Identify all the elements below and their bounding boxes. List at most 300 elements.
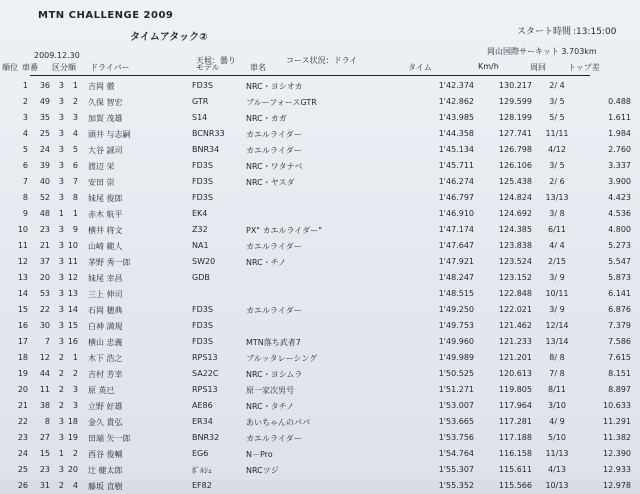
cell-gap: 4.536 xyxy=(608,209,631,218)
cell-time: 1'45.711 xyxy=(438,161,474,170)
cell-class-rank: 14 xyxy=(67,305,78,314)
cell-gap: 4.423 xyxy=(608,193,631,202)
cell-driver: 西谷 俊輔 xyxy=(88,450,123,459)
table-row xyxy=(0,286,640,302)
cell-lap: 13/13 xyxy=(545,193,569,202)
cell-driver: 白神 満規 xyxy=(88,322,123,331)
cell-model: FD3S xyxy=(192,321,213,330)
header-time: タイム xyxy=(408,63,432,72)
cell-lap: 12/14 xyxy=(545,321,569,330)
cell-class: 2 xyxy=(58,401,64,410)
cell-pos: 24 xyxy=(17,449,28,458)
table-row xyxy=(0,430,640,446)
header-driver: ドライバー xyxy=(90,63,130,72)
cell-class-rank: 5 xyxy=(72,145,78,154)
cell-speed: 124.385 xyxy=(498,225,532,234)
start-time-label: スタート時間 xyxy=(517,27,572,37)
header-car: 車名 xyxy=(250,63,266,72)
cell-car-number: 30 xyxy=(39,321,50,330)
cell-car-name: ブルーフォースGTR xyxy=(246,98,317,107)
cell-class: 1 xyxy=(58,209,64,218)
cell-pos: 19 xyxy=(17,369,28,378)
cell-driver: 妹尾 俊郎 xyxy=(88,194,123,203)
cell-lap: 11/11 xyxy=(545,129,569,138)
cell-car-number: 38 xyxy=(39,401,50,410)
cell-driver: 横山 忠義 xyxy=(88,338,123,347)
cell-speed: 117.281 xyxy=(498,417,532,426)
cell-class-rank: 3 xyxy=(72,113,78,122)
cell-lap: 2/ 4 xyxy=(549,81,565,90)
cell-car-number: 23 xyxy=(39,225,50,234)
cell-driver: 木下 浩之 xyxy=(88,354,123,363)
cell-time: 1'55.352 xyxy=(438,481,474,490)
table-row xyxy=(0,318,640,334)
cell-car-name: MTN落ち武者7 xyxy=(246,338,301,347)
cell-car-number: 12 xyxy=(39,353,50,362)
cell-lap: 10/11 xyxy=(545,289,569,298)
cell-speed: 120.613 xyxy=(498,369,532,378)
cell-pos: 22 xyxy=(17,417,28,426)
cell-gap: 0.488 xyxy=(608,97,631,106)
cell-class: 2 xyxy=(58,385,64,394)
table-row xyxy=(0,366,640,382)
table-row xyxy=(0,126,640,142)
cell-car-number: 35 xyxy=(39,113,50,122)
cell-driver: 安田 崇 xyxy=(88,178,115,187)
cell-car-name: NRCツジ xyxy=(246,466,279,475)
cell-speed: 122.848 xyxy=(498,289,532,298)
cell-car-name: カエルライダー xyxy=(246,130,302,139)
cell-pos: 18 xyxy=(17,353,28,362)
table-row xyxy=(0,254,640,270)
cell-lap: 3/ 5 xyxy=(549,97,565,106)
cell-car-number: 23 xyxy=(39,465,50,474)
cell-time: 1'48.515 xyxy=(438,289,474,298)
event-date: 2009.12.30 xyxy=(34,51,80,60)
course-condition: コース状況：ドライ xyxy=(286,56,358,65)
cell-pos: 8 xyxy=(22,193,28,202)
cell-speed: 115.611 xyxy=(498,465,532,474)
cell-class-rank: 1 xyxy=(72,81,78,90)
cell-class: 3 xyxy=(58,193,64,202)
table-row xyxy=(0,190,640,206)
cell-car-number: 15 xyxy=(39,449,50,458)
cell-pos: 12 xyxy=(17,257,28,266)
table-row xyxy=(0,334,640,350)
table-row xyxy=(0,414,640,430)
cell-model: EG6 xyxy=(192,449,209,458)
cell-lap: 3/ 9 xyxy=(549,273,565,282)
cell-lap: 3/10 xyxy=(548,401,566,410)
cell-model: ﾎﾟﾙｼｪ xyxy=(192,466,212,475)
table-row xyxy=(0,462,640,478)
cell-class: 2 xyxy=(58,481,64,490)
table-row xyxy=(0,110,640,126)
cell-car-name: PX" カエルライダー" xyxy=(246,226,322,235)
cell-model: BNR32 xyxy=(192,433,220,442)
event-subtitle: タイムアタック② xyxy=(130,32,208,43)
cell-speed: 130.217 xyxy=(498,81,532,90)
cell-gap: 8.897 xyxy=(608,385,631,394)
cell-driver: 藤坂 直樹 xyxy=(88,482,123,491)
cell-car-number: 27 xyxy=(39,433,50,442)
cell-gap: 10.633 xyxy=(603,401,631,410)
cell-model: FD3S xyxy=(192,161,213,170)
cell-speed: 128.199 xyxy=(498,113,532,122)
cell-time: 1'44.358 xyxy=(438,129,474,138)
cell-gap: 12.390 xyxy=(603,449,631,458)
cell-lap: 6/11 xyxy=(548,225,566,234)
cell-model: FD3S xyxy=(192,81,213,90)
cell-time: 1'49.989 xyxy=(438,353,474,362)
cell-car-number: 36 xyxy=(39,81,50,90)
cell-car-name: NRC・ヨシオカ xyxy=(246,82,303,91)
cell-car-number: 25 xyxy=(39,129,50,138)
cell-lap: 7/ 8 xyxy=(549,369,565,378)
cell-gap: 12.978 xyxy=(603,481,631,490)
cell-model: RPS13 xyxy=(192,385,218,394)
cell-class-rank: 3 xyxy=(72,385,78,394)
cell-class: 3 xyxy=(58,129,64,138)
cell-class-rank: 11 xyxy=(67,257,78,266)
cell-speed: 123.152 xyxy=(498,273,532,282)
cell-pos: 1 xyxy=(22,81,28,90)
cell-model: FD3S xyxy=(192,177,213,186)
cell-driver: 田端 矢一郎 xyxy=(88,434,131,443)
cell-time: 1'47.921 xyxy=(438,257,474,266)
cell-car-name: N－Pro xyxy=(246,450,273,459)
cell-speed: 115.566 xyxy=(498,481,532,490)
cell-model: EK4 xyxy=(192,209,208,218)
cell-lap: 2/15 xyxy=(548,257,566,266)
cell-speed: 121.233 xyxy=(498,337,532,346)
cell-car-name: カエルライダー xyxy=(246,434,302,443)
cell-driver: 三上 伸司 xyxy=(88,290,123,299)
cell-car-name: NRC・ヤスダ xyxy=(246,178,295,187)
cell-model: GDB xyxy=(192,273,210,282)
cell-lap: 10/13 xyxy=(545,481,569,490)
cell-pos: 11 xyxy=(17,241,28,250)
cell-time: 1'45.134 xyxy=(438,145,474,154)
cell-car-number: 49 xyxy=(39,97,50,106)
cell-lap: 4/13 xyxy=(548,465,566,474)
cell-model: FD3S xyxy=(192,305,213,314)
header-model: モデル xyxy=(196,63,220,72)
cell-car-name: NRC・ヨシムラ xyxy=(246,370,303,379)
cell-class: 3 xyxy=(58,257,64,266)
cell-class: 2 xyxy=(58,369,64,378)
header-gap: トップ差 xyxy=(568,63,600,72)
cell-car-number: 21 xyxy=(39,241,50,250)
cell-pos: 20 xyxy=(17,385,28,394)
cell-lap: 8/11 xyxy=(548,385,566,394)
cell-speed: 124.692 xyxy=(498,209,532,218)
cell-driver: 赤木 航平 xyxy=(88,210,123,219)
cell-car-number: 39 xyxy=(39,161,50,170)
cell-car-name: カエルライダー xyxy=(246,146,302,155)
cell-gap: 3.337 xyxy=(608,161,631,170)
cell-gap: 2.760 xyxy=(608,145,631,154)
cell-speed: 124.824 xyxy=(498,193,532,202)
cell-class-rank: 2 xyxy=(72,449,78,458)
cell-model: FD3S xyxy=(192,193,213,202)
cell-class: 3 xyxy=(58,417,64,426)
cell-gap: 11.291 xyxy=(603,417,631,426)
cell-class: 3 xyxy=(58,145,64,154)
cell-class: 3 xyxy=(58,177,64,186)
cell-class: 3 xyxy=(58,81,64,90)
cell-pos: 21 xyxy=(17,401,28,410)
cell-gap: 5.547 xyxy=(608,257,631,266)
cell-class-rank: 1 xyxy=(72,209,78,218)
table-row xyxy=(0,398,640,414)
cell-class-rank: 15 xyxy=(67,321,78,330)
header-pos: 順位 xyxy=(2,63,18,72)
cell-gap: 5.273 xyxy=(608,241,631,250)
cell-car-name: カエルライダー xyxy=(246,242,302,251)
cell-driver: 原 英巳 xyxy=(88,386,115,395)
cell-model: NA1 xyxy=(192,241,209,250)
cell-class-rank: 18 xyxy=(67,417,78,426)
cell-car-number: 24 xyxy=(39,145,50,154)
event-title: MTN CHALLENGE 2009 xyxy=(38,10,174,21)
cell-pos: 7 xyxy=(22,177,28,186)
header-divider xyxy=(30,75,590,76)
cell-model: FD3S xyxy=(192,337,213,346)
cell-car-name: NRC・チノ xyxy=(246,258,287,267)
cell-car-number: 20 xyxy=(39,273,50,282)
cell-gap: 1.984 xyxy=(608,129,631,138)
cell-class: 3 xyxy=(58,113,64,122)
cell-driver: 大谷 誠司 xyxy=(88,146,123,155)
header-no: 車番 xyxy=(22,63,38,72)
cell-car-name: あいちゃんのパパ xyxy=(246,418,310,427)
cell-speed: 129.599 xyxy=(498,97,532,106)
cell-model: Z32 xyxy=(192,225,208,234)
cell-time: 1'51.271 xyxy=(438,385,474,394)
cell-lap: 3/ 5 xyxy=(549,161,565,170)
cell-pos: 15 xyxy=(17,305,28,314)
cell-time: 1'42.374 xyxy=(438,81,474,90)
cell-class-rank: 16 xyxy=(67,337,78,346)
cell-gap: 6.141 xyxy=(608,289,631,298)
cell-time: 1'53.665 xyxy=(438,417,474,426)
cell-class: 3 xyxy=(58,465,64,474)
cell-time: 1'46.797 xyxy=(438,193,474,202)
cell-lap: 5/ 5 xyxy=(549,113,565,122)
cell-gap: 7.586 xyxy=(608,337,631,346)
table-row xyxy=(0,206,640,222)
cell-gap: 5.873 xyxy=(608,273,631,282)
cell-class-rank: 12 xyxy=(67,273,78,282)
cell-lap: 2/ 6 xyxy=(549,177,565,186)
cell-car-number: 11 xyxy=(39,385,50,394)
cell-car-number: 52 xyxy=(39,193,50,202)
cell-driver: 加賀 茂雄 xyxy=(88,114,123,123)
cell-time: 1'53.756 xyxy=(438,433,474,442)
cell-time: 1'49.250 xyxy=(438,305,474,314)
table-row xyxy=(0,270,640,286)
cell-gap: 7.379 xyxy=(608,321,631,330)
cell-gap: 1.611 xyxy=(608,113,631,122)
cell-class: 3 xyxy=(58,97,64,106)
cell-car-number: 22 xyxy=(39,305,50,314)
header-class: 区分順 xyxy=(52,63,76,72)
cell-speed: 117.188 xyxy=(498,433,532,442)
start-time xyxy=(515,24,616,37)
cell-class: 3 xyxy=(58,337,64,346)
cell-class: 3 xyxy=(58,161,64,170)
cell-pos: 16 xyxy=(17,321,28,330)
cell-class-rank: 6 xyxy=(72,161,78,170)
weather: 天候：曇り xyxy=(196,56,236,65)
cell-class-rank: 8 xyxy=(72,193,78,202)
cell-class: 3 xyxy=(58,241,64,250)
cell-class-rank: 4 xyxy=(72,481,78,490)
cell-model: AE86 xyxy=(192,401,213,410)
cell-speed: 117.964 xyxy=(498,401,532,410)
cell-driver: 頭井 与志嗣 xyxy=(88,130,131,139)
cell-pos: 23 xyxy=(17,433,28,442)
cell-time: 1'47.647 xyxy=(438,241,474,250)
cell-lap: 4/ 4 xyxy=(549,241,565,250)
cell-lap: 4/ 9 xyxy=(549,417,565,426)
cell-car-name: NRC・ワタナベ xyxy=(246,162,303,171)
cell-speed: 127.741 xyxy=(498,129,532,138)
table-row xyxy=(0,302,640,318)
cell-pos: 25 xyxy=(17,465,28,474)
cell-car-number: 48 xyxy=(39,209,50,218)
cell-car-number: 53 xyxy=(39,289,50,298)
table-row xyxy=(0,142,640,158)
cell-driver: 渡辺 栄 xyxy=(88,162,115,171)
cell-class-rank: 2 xyxy=(72,369,78,378)
cell-class-rank: 20 xyxy=(67,465,78,474)
cell-pos: 17 xyxy=(17,337,28,346)
cell-driver: 横井 将文 xyxy=(88,226,123,235)
cell-pos: 2 xyxy=(22,97,28,106)
table-row xyxy=(0,382,640,398)
start-time-value: :13:15:00 xyxy=(573,27,617,37)
cell-time: 1'50.525 xyxy=(438,369,474,378)
cell-speed: 116.158 xyxy=(498,449,532,458)
cell-driver: 金久 貴弘 xyxy=(88,418,123,427)
cell-class-rank: 2 xyxy=(72,97,78,106)
cell-car-number: 8 xyxy=(44,417,50,426)
cell-model: SA22C xyxy=(192,369,219,378)
cell-lap: 5/10 xyxy=(548,433,566,442)
cell-gap: 7.615 xyxy=(608,353,631,362)
cell-car-number: 31 xyxy=(39,481,50,490)
cell-model: GTR xyxy=(192,97,209,106)
cell-class: 3 xyxy=(58,305,64,314)
cell-pos: 13 xyxy=(17,273,28,282)
cell-driver: 石岡 穂典 xyxy=(88,306,123,315)
cell-time: 1'49.960 xyxy=(438,337,474,346)
cell-speed: 121.201 xyxy=(498,353,532,362)
cell-gap: 6.876 xyxy=(608,305,631,314)
cell-gap: 3.900 xyxy=(608,177,631,186)
cell-class-rank: 7 xyxy=(72,177,78,186)
cell-pos: 6 xyxy=(22,161,28,170)
cell-time: 1'53.007 xyxy=(438,401,474,410)
table-row xyxy=(0,350,640,366)
cell-class: 3 xyxy=(58,433,64,442)
cell-driver: 茅野 秀一郎 xyxy=(88,258,131,267)
cell-driver: 吉岡 徹 xyxy=(88,82,115,91)
cell-lap: 8/ 8 xyxy=(549,353,565,362)
cell-driver: 辻 健太郎 xyxy=(88,466,123,475)
results-table xyxy=(0,78,640,494)
cell-gap: 4.800 xyxy=(608,225,631,234)
cell-lap: 4/12 xyxy=(548,145,566,154)
cell-time: 1'46.910 xyxy=(438,209,474,218)
table-row xyxy=(0,446,640,462)
cell-model: BCNR33 xyxy=(192,129,225,138)
cell-model: S14 xyxy=(192,113,208,122)
cell-class: 2 xyxy=(58,353,64,362)
cell-class-rank: 3 xyxy=(72,401,78,410)
cell-car-number: 40 xyxy=(39,177,50,186)
cell-class-rank: 19 xyxy=(67,433,78,442)
cell-lap: 11/13 xyxy=(545,449,569,458)
table-row xyxy=(0,78,640,94)
cell-car-name: 原一家次男号 xyxy=(246,386,294,395)
cell-pos: 10 xyxy=(17,225,28,234)
table-row xyxy=(0,94,640,110)
table-row xyxy=(0,158,640,174)
cell-model: EF82 xyxy=(192,481,212,490)
cell-class: 3 xyxy=(58,289,64,298)
cell-pos: 14 xyxy=(17,289,28,298)
table-row xyxy=(0,174,640,190)
cell-pos: 26 xyxy=(17,481,28,490)
header-kmh: Km/h xyxy=(478,62,499,71)
cell-gap: 11.382 xyxy=(603,433,631,442)
cell-car-number: 7 xyxy=(44,337,50,346)
cell-car-number: 44 xyxy=(39,369,50,378)
cell-driver: 吉村 芳幸 xyxy=(88,370,123,379)
cell-pos: 4 xyxy=(22,129,28,138)
cell-class: 3 xyxy=(58,321,64,330)
cell-class: 1 xyxy=(58,449,64,458)
cell-pos: 3 xyxy=(22,113,28,122)
cell-speed: 126.798 xyxy=(498,145,532,154)
cell-driver: 妹尾 幸昌 xyxy=(88,274,123,283)
table-row xyxy=(0,238,640,254)
cell-time: 1'46.274 xyxy=(438,177,474,186)
cell-driver: 山崎 範人 xyxy=(88,242,123,251)
cell-pos: 9 xyxy=(22,209,28,218)
cell-pos: 5 xyxy=(22,145,28,154)
cell-car-number: 37 xyxy=(39,257,50,266)
cell-class: 3 xyxy=(58,225,64,234)
cell-speed: 121.462 xyxy=(498,321,532,330)
cell-car-name: カエルライダー xyxy=(246,306,302,315)
cell-car-name: NRC・タチノ xyxy=(246,402,295,411)
table-row xyxy=(0,222,640,238)
cell-class: 3 xyxy=(58,273,64,282)
cell-speed: 122.021 xyxy=(498,305,532,314)
cell-speed: 126.106 xyxy=(498,161,532,170)
header-lap: 周回 xyxy=(530,63,546,72)
cell-speed: 123.524 xyxy=(498,257,532,266)
cell-gap: 12.933 xyxy=(603,465,631,474)
cell-lap: 3/ 9 xyxy=(549,305,565,314)
cell-driver: 久保 智宏 xyxy=(88,98,123,107)
cell-class-rank: 1 xyxy=(72,353,78,362)
cell-car-name: NRC・カガ xyxy=(246,114,287,123)
